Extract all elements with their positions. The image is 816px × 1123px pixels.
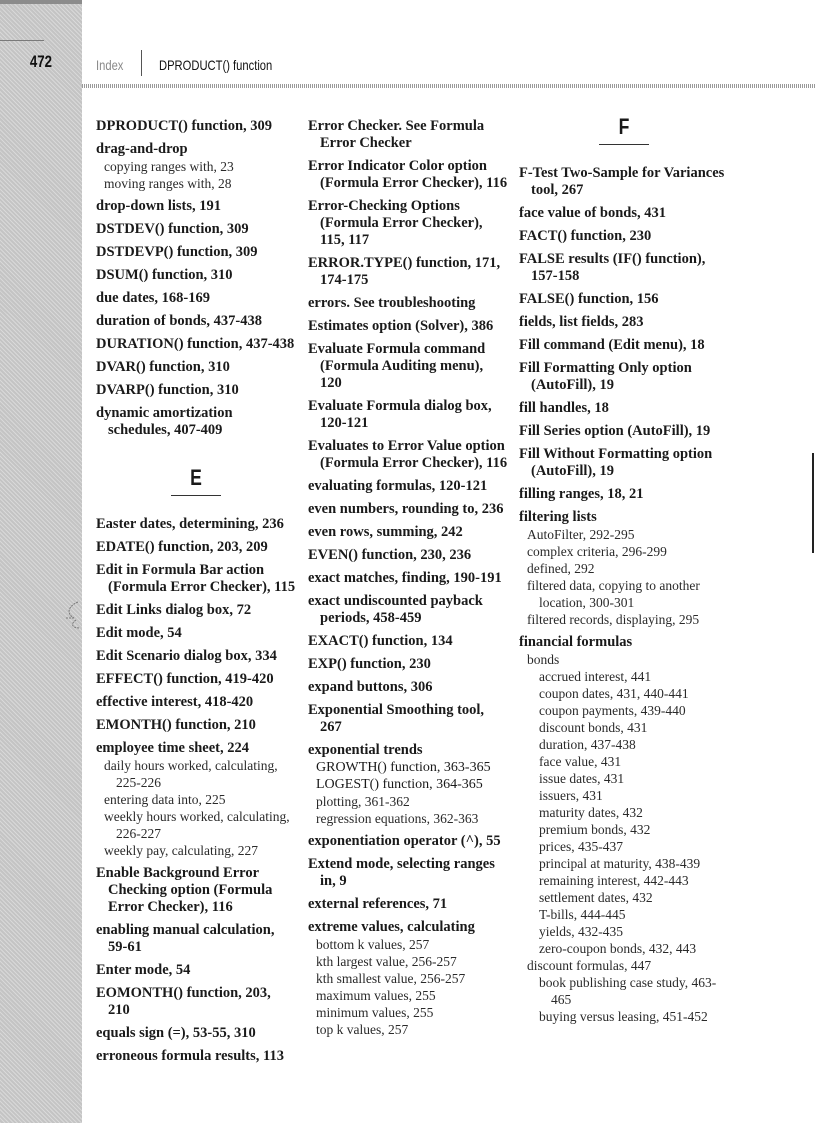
index-subentry: complex criteria, 296-299: [527, 544, 667, 559]
index-entry: DURATION() function, 437-438: [96, 336, 295, 352]
index-subentry: copying ranges with, 23: [104, 159, 234, 174]
sidebar-rule: [0, 40, 44, 41]
index-entry: Extend mode, selecting ranges in, 9: [308, 856, 495, 889]
index-subentry: minimum values, 255: [316, 1005, 434, 1020]
index-subentry: GROWTH() function, 363-365: [316, 760, 491, 775]
running-header-section: Index: [96, 57, 124, 73]
index-column-2: [308, 112, 508, 1038]
index-entry: Error Checker. See Formula Error Checker: [308, 118, 485, 151]
letter-heading-rule: [599, 144, 649, 145]
index-subentry: yields, 432-435: [539, 924, 623, 939]
index-subentry: LOGEST() function, 364-365: [316, 777, 483, 792]
index-subentry: moving ranges with, 28: [104, 176, 232, 191]
letter-heading-rule: [171, 495, 221, 496]
index-entry: FACT() function, 230: [519, 228, 652, 244]
margin-scribble-mark: [64, 600, 86, 630]
index-subentry: kth smallest value, 256-257: [316, 971, 466, 986]
index-entry: EOMONTH() function, 203, 210: [96, 985, 271, 1018]
index-entry: Easter dates, determining, 236: [96, 516, 284, 532]
index-subentry: daily hours worked, calculating, 225-226: [104, 758, 278, 790]
index-entry: Fill command (Edit menu), 18: [519, 337, 705, 353]
index-subentry: face value, 431: [539, 754, 622, 769]
index-entry: DSTDEV() function, 309: [96, 221, 249, 237]
index-entry: FALSE() function, 156: [519, 291, 659, 307]
index-subentry: prices, 435-437: [539, 839, 623, 854]
index-subentry: filtered data, copying to another location, 300-301: [527, 578, 700, 610]
index-entry: Evaluates to Error Value option (Formula Error Checker), 116: [308, 438, 508, 471]
index-entry: Edit Links dialog box, 72: [96, 602, 252, 618]
index-entry: exponential trends: [308, 742, 423, 758]
index-subentry: weekly pay, calculating, 227: [104, 843, 258, 858]
index-subentry: issue dates, 431: [539, 771, 625, 786]
index-entry: Error Indicator Color option (Formula Error Checker), 116: [308, 158, 508, 191]
index-entry: exact undiscounted payback periods, 458-459: [308, 593, 483, 626]
index-entry: exact matches, finding, 190-191: [308, 570, 502, 586]
page-sidebar: [0, 0, 82, 1123]
index-entry: DSUM() function, 310: [96, 267, 233, 283]
index-entry: DPRODUCT() function, 309: [96, 118, 273, 134]
index-entry: erroneous formula results, 113: [96, 1048, 284, 1064]
index-subentry: kth largest value, 256-257: [316, 954, 457, 969]
index-entry: extreme values, calculating: [308, 919, 475, 935]
index-entry: Enter mode, 54: [96, 962, 191, 978]
index-entry: fields, list fields, 283: [519, 314, 644, 330]
index-entry: ERROR.TYPE() function, 171, 174-175: [308, 255, 501, 288]
index-subentry: T-bills, 444-445: [539, 907, 626, 922]
index-column-3: [519, 112, 729, 1025]
letter-heading: F: [618, 114, 630, 139]
index-entry: EVEN() function, 230, 236: [308, 547, 472, 563]
index-entry: EMONTH() function, 210: [96, 717, 256, 733]
index-subentry: regression equations, 362-363: [316, 811, 479, 826]
index-subentry: settlement dates, 432: [539, 890, 653, 905]
index-entry: face value of bonds, 431: [519, 205, 667, 221]
header-rule: [82, 84, 816, 88]
index-entry: duration of bonds, 437-438: [96, 313, 262, 329]
index-entry: Enable Background Error Checking option (Formula Error Checker), 116: [96, 865, 273, 915]
index-entry: external references, 71: [308, 896, 448, 912]
running-header-title: DPRODUCT() function: [159, 57, 273, 73]
index-entry: Evaluate Formula dialog box, 120-121: [308, 398, 492, 431]
index-subentry: top k values, 257: [316, 1022, 409, 1037]
page-number: 472: [29, 52, 53, 71]
index-entry: equals sign (=), 53-55, 310: [96, 1025, 256, 1041]
index-entry: filtering lists: [519, 509, 597, 525]
index-entry: Fill Formatting Only option (AutoFill), 19: [519, 360, 692, 393]
index-subentry: defined, 292: [527, 561, 595, 576]
index-subentry: plotting, 361-362: [316, 794, 410, 809]
index-subentry: bonds: [527, 652, 560, 667]
index-entry: effective interest, 418-420: [96, 694, 254, 710]
index-entry: EXACT() function, 134: [308, 633, 453, 649]
index-subentry: buying versus leasing, 451-452: [539, 1009, 708, 1024]
index-entry: DVAR() function, 310: [96, 359, 230, 375]
index-subentry: maturity dates, 432: [539, 805, 643, 820]
index-entry: drag-and-drop: [96, 141, 188, 157]
index-subentry: AutoFilter, 292-295: [527, 527, 635, 542]
index-subentry: bottom k values, 257: [316, 937, 430, 952]
index-entry: DVARP() function, 310: [96, 382, 239, 398]
letter-heading: E: [190, 465, 202, 490]
index-entry: EXP() function, 230: [308, 656, 431, 672]
index-subentry: discount bonds, 431: [539, 720, 648, 735]
index-entry: employee time sheet, 224: [96, 740, 250, 756]
index-entry: Fill Without Formatting option (AutoFill), 19: [519, 446, 713, 479]
index-subentry: duration, 437-438: [539, 737, 636, 752]
index-subentry: entering data into, 225: [104, 792, 226, 807]
index-subentry: book publishing case study, 463-465: [539, 975, 717, 1007]
index-entry: evaluating formulas, 120-121: [308, 478, 488, 494]
index-entry: filling ranges, 18, 21: [519, 486, 644, 502]
index-subentry: zero-coupon bonds, 432, 443: [539, 941, 697, 956]
index-entry: EDATE() function, 203, 209: [96, 539, 268, 555]
index-entry: Error-Checking Options (Formula Error Checker), 115, 117: [308, 198, 483, 248]
index-entry: F-Test Two-Sample for Variances tool, 267: [519, 165, 725, 198]
index-entry: Estimates option (Solver), 386: [308, 318, 494, 334]
index-subentry: filtered records, displaying, 295: [527, 612, 700, 627]
index-entry: enabling manual calculation, 59-61: [96, 922, 275, 955]
index-entry: dynamic amortization schedules, 407-409: [96, 405, 233, 438]
index-entry: EFFECT() function, 419-420: [96, 671, 274, 687]
index-entry: Exponential Smoothing tool, 267: [308, 702, 485, 735]
sidebar-top-bar: [0, 0, 82, 4]
index-subentry: accrued interest, 441: [539, 669, 652, 684]
index-subentry: discount formulas, 447: [527, 958, 652, 973]
index-entry: due dates, 168-169: [96, 290, 210, 306]
index-subentry: issuers, 431: [539, 788, 603, 803]
index-subentry: maximum values, 255: [316, 988, 436, 1003]
index-entry: FALSE results (IF() function), 157-158: [519, 251, 706, 284]
index-entry: Edit in Formula Bar action (Formula Error Checker), 115: [96, 562, 296, 595]
index-entry: fill handles, 18: [519, 400, 609, 416]
index-subentry: coupon payments, 439-440: [539, 703, 686, 718]
index-subentry: premium bonds, 432: [539, 822, 651, 837]
index-entry: expand buttons, 306: [308, 679, 433, 695]
index-entry: errors. See troubleshooting: [308, 295, 476, 311]
index-entry: even numbers, rounding to, 236: [308, 501, 504, 517]
index-entry: Fill Series option (AutoFill), 19: [519, 423, 711, 439]
index-entry: exponentiation operator (^), 55: [308, 833, 501, 849]
index-entry: even rows, summing, 242: [308, 524, 463, 540]
index-entry: drop-down lists, 191: [96, 198, 222, 214]
index-entry: Edit Scenario dialog box, 334: [96, 648, 277, 664]
index-subentry: principal at maturity, 438-439: [539, 856, 701, 871]
index-subentry: coupon dates, 431, 440-441: [539, 686, 689, 701]
header-separator: [141, 50, 142, 76]
index-entry: financial formulas: [519, 634, 633, 650]
binding-mark: [812, 453, 814, 553]
index-entry: Evaluate Formula command (Formula Auditing menu), 120: [308, 341, 486, 391]
index-subentry: weekly hours worked, calculating, 226-227: [104, 809, 290, 841]
index-entry: DSTDEVP() function, 309: [96, 244, 258, 260]
index-entry: Edit mode, 54: [96, 625, 182, 641]
index-column-1: [96, 112, 296, 1065]
index-subentry: remaining interest, 442-443: [539, 873, 689, 888]
